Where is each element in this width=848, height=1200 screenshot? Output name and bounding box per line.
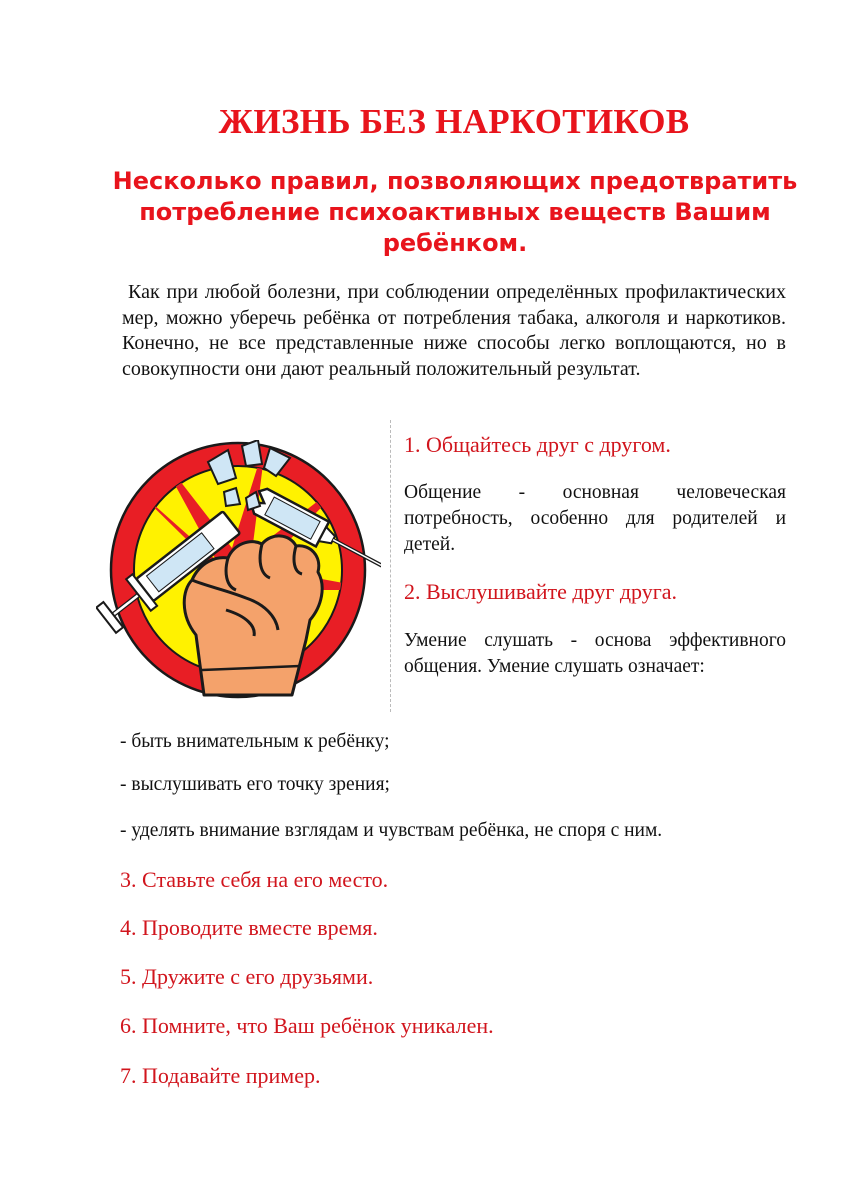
rule-1-text: Общение - основная человеческая потребность, особенно для родителей и детей. <box>404 482 786 555</box>
rule-2-heading: 2. Выслушивайте друг друга. <box>404 579 678 604</box>
rule-4: 4. Проводите вместе время. <box>120 915 378 940</box>
page-title: ЖИЗНЬ БЕЗ НАРКОТИКОВ <box>218 102 690 141</box>
intro-paragraph: Как при любой болезни, при соблюдении определённых профилактических мер, можно уберечь ребёнка от потребления табака, алкоголя и наркотиков. Конечно, не все представленные ниже способы легко воплощаются, но в совокупности они дают реальный положительный результат. <box>122 281 786 380</box>
rule-1-heading: 1. Общайтесь друг с другом. <box>404 432 671 457</box>
rule-3: 3. Ставьте себя на его место. <box>120 867 389 892</box>
rule-7: 7. Подавайте пример. <box>120 1063 321 1088</box>
rule-2-text: Умение слушать - основа эффективного общения. Умение слушать означает: <box>404 630 786 677</box>
list-item: - быть внимательным к ребёнку; <box>120 731 390 752</box>
page-subtitle: Несколько правил, позволяющих предотвратить потребление психоактивных веществ Вашим ребёнком. <box>112 167 798 257</box>
column-divider <box>390 420 391 712</box>
rule-6: 6. Помните, что Ваш ребёнок уникален. <box>120 1013 494 1038</box>
fist-breaking-syringe-icon <box>96 440 381 700</box>
rule-5: 5. Дружите с его друзьями. <box>120 964 374 989</box>
list-item: - уделять внимание взглядам и чувствам ребёнка, не споря с ним. <box>120 820 663 841</box>
list-item: - выслушивать его точку зрения; <box>120 774 390 795</box>
